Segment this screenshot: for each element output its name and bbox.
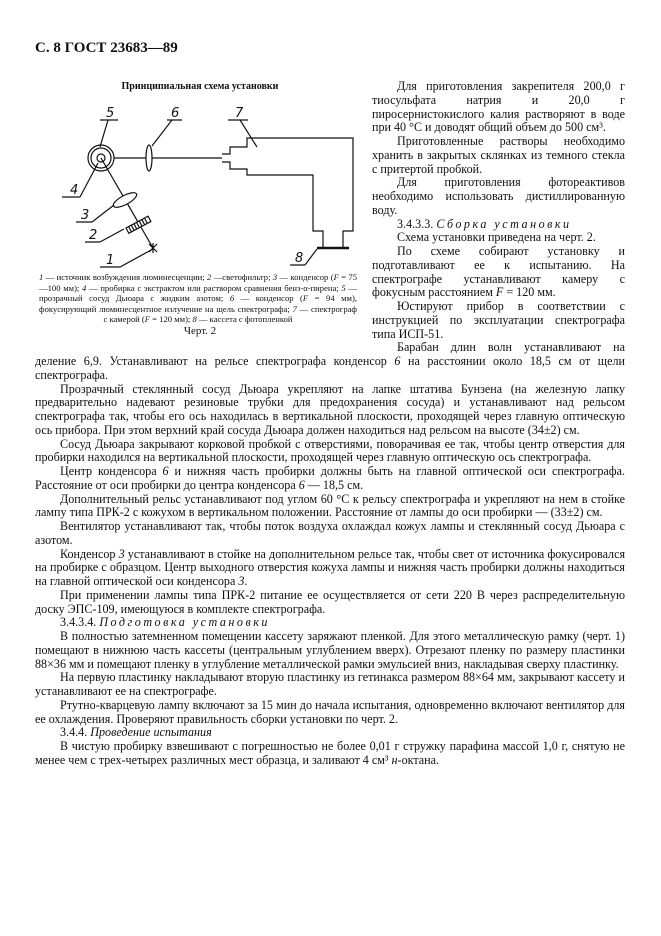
paragraph: Юстируют прибор в соответствии с инструкцией по эксплуатации спектрографа типа ИСП-51. (372, 299, 625, 341)
label-7: 7 (235, 106, 244, 121)
label-1: 1 (106, 253, 115, 268)
setup-diagram (35, 80, 365, 270)
paragraph: Прозрачный стеклянный сосуд Дьюара укрепляют на лапке штатива Бунзена (на железную лапку предварительно надевают резиновые трубки для предохранения сосуда) и устанавливают над рельсом спектрографа так, чтобы его ось находилась в вертикальной плоскости, проходящей через главную оптическую ось прибора. При этом верхний край сосуда Дьюара должен находиться над рельсом на высоте (34±2) см. (35, 381, 625, 437)
paragraph: Приготовленные растворы необходимо хранить в закрытых склянках из темного стекла с притертой пробкой. (372, 134, 625, 176)
paragraph: Конденсор 3 устанавливают в стойке на дополнительном рельсе так, чтобы свет от источника фокусировался на пробирке с образцом. Центр выходного отверстия кожуха лампы и нижняя часть пробирки должны находиться на главной оптической оси конденсора 3. (35, 546, 626, 588)
figure-title: Принципиальная схема установки (121, 81, 279, 92)
figure-label: Черт. 2 (183, 325, 217, 337)
condenser-3 (111, 190, 138, 210)
paragraph: Для приготовления фотореактивов необходимо использовать дистиллированную воду. (372, 175, 625, 217)
label-8: 8 (295, 251, 304, 266)
condenser-6 (146, 145, 152, 171)
page-body (35, 80, 625, 768)
paragraph: Барабан длин волн устанавливают на деление 6,9. Устанавливают на рельсе спектрографа конденсор 6 на расстоянии около 18,5 см от щели спектрографа. (35, 340, 625, 382)
spectrograph (222, 138, 353, 248)
figure-caption: 1 — источник возбуждения люминесценции; 2 —светофильтр; 3 — конденсор (F = 75—100 мм); 4 — пробирка с экстрактом или раствором сравнения бенз-α-пирена; 5 — прозрачный сосуд Дьюара с жидким азотом; 6 — конденсор (F = 94 мм), фокусирующий люминесцентное излучение на щель спектрографа; 7 — спектрограф с камерой (F = 120 мм); 8 — кассета с фотопленкой (39, 272, 358, 325)
paragraph: В чистую пробирку взвешивают с погрешностью не более 0,01 г стружку парафина массой 1,0 г, снятую не менее чем с трех-четырех различных мест образца, и заливают 4 см³ н-октана. (35, 739, 625, 767)
label-4: 4 (70, 183, 79, 198)
paragraph: Сосуд Дьюара закрывают корковой пробкой с отверстиями, поворачивая ее так, чтобы центр отверстия для пробирки находился на вертикальной плоскости, проходящей через главную оптическую ось спектрографа. (35, 436, 625, 465)
light-filter (126, 216, 151, 233)
label-3: 3 (81, 208, 90, 223)
paragraph: Центр конденсора 6 и нижняя часть пробирки должны быть на главной оптической оси спектрографа. Расстояние от оси пробирки до центра конденсора 6 — 18,5 см. (35, 464, 626, 492)
paragraph: Ртутно-кварцевую лампу включают за 15 мин до начала испытания, одновременно включают вентилятор для ее охлаждения. Проверяют правильность сборки установки по черт. 2. (35, 697, 625, 726)
paragraph: В полностью затемненном помещении кассету заряжают пленкой. Для этого металлическую рамку (черт. 1) помещают в нижнюю часть кассеты (центральным углублением вверх). Отрезают пленку по размеру пластинки 88×36 мм и помещают пленку в углубление металлической рамки эмульсией вниз, накладывая сверху пластинку. (35, 629, 625, 671)
paragraph: Схема установки приведена на черт. 2. (397, 230, 596, 245)
light-source (149, 243, 157, 253)
label-2: 2 (89, 228, 98, 243)
paragraph: Дополнительный рельс устанавливают под углом 60 °С к рельсу спектрографа и укрепляют на нем в стойке лампу типа ПРК-2 с кожухом в вертикальном положении. Расстояние от лампы до оси пробирки — (33±2) см. (35, 491, 625, 520)
section-heading: 3.4.3.4. Подготовка установки (60, 615, 270, 630)
paragraph: По схеме собирают установку и подготавливают ее к испытанию. На спектрографе устанавливают камеру с фокусным расстоянием F = 120 мм. (372, 244, 625, 300)
label-6: 6 (171, 106, 180, 121)
section-heading: 3.4.4. Проведение испытания (60, 725, 212, 740)
paragraph: При применении лампы типа ПРК-2 питание ее осуществляется от сети 220 В через распределительную доску ЭПС-109, имеющуюся в комплекте спектрографа. (35, 587, 625, 616)
paragraph: Для приготовления закрепителя 200,0 г тиосульфата натрия и 20,0 г пиросернистокислого калия растворяют в воде при 40 °С и доводят общий объем до 500 см³. (372, 79, 625, 135)
page-header: С. 8 ГОСТ 23683—89 (35, 40, 178, 56)
label-5: 5 (106, 106, 115, 121)
paragraph: Вентилятор устанавливают так, чтобы поток воздуха охлаждал кожух лампы и стеклянный сосуд Дьюара с азотом. (35, 519, 625, 547)
figure-2 (35, 80, 365, 352)
section-heading: 3.4.3.3. Сборка установки (397, 216, 572, 231)
paragraph: На первую пластинку накладывают вторую пластинку из гетинакса размером 88×64 мм, закрывают кассету и устанавливают ее на спектрографе. (35, 670, 625, 698)
